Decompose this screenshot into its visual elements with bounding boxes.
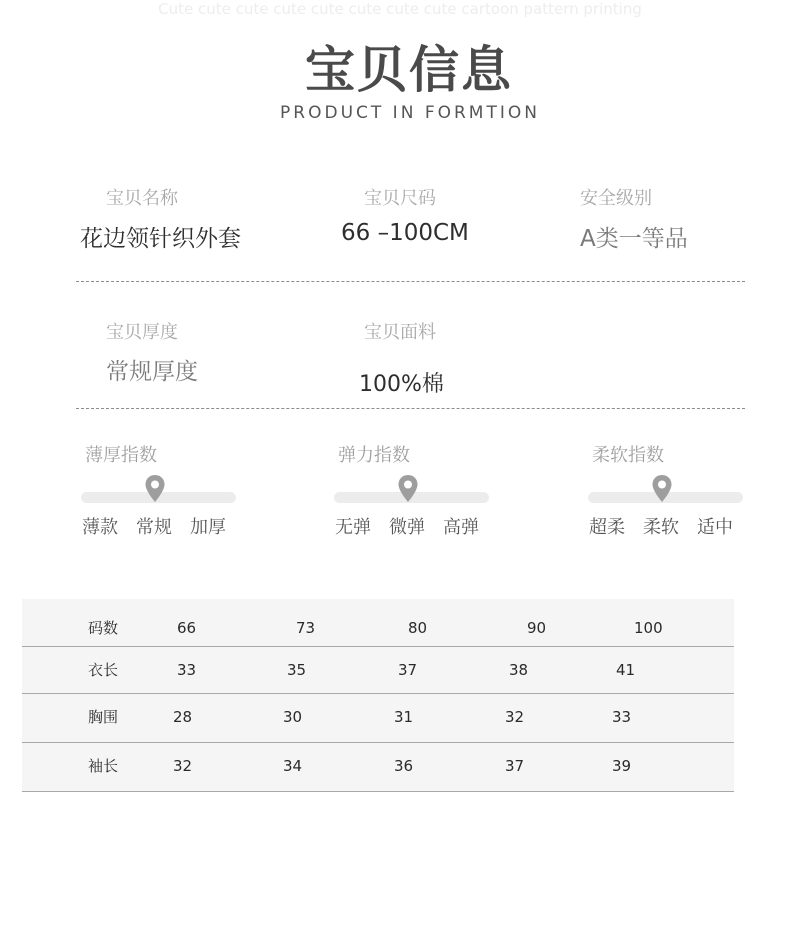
table-cell: 37	[505, 757, 525, 775]
table-row	[22, 694, 734, 743]
table-cell: 90	[527, 619, 547, 637]
table-cell: 80	[408, 619, 428, 637]
table-cell: 34	[283, 757, 303, 775]
fabric-label: 宝贝面料	[364, 322, 436, 343]
product-name-label: 宝贝名称	[106, 188, 178, 209]
table-row-label: 袖长	[88, 757, 119, 775]
index-option: 高弹	[443, 517, 479, 538]
product-name-value: 花边领针织外套	[80, 226, 241, 252]
table-cell: 35	[287, 661, 307, 679]
table-cell: 38	[509, 661, 529, 679]
location-pin-icon	[144, 474, 166, 504]
divider	[76, 281, 745, 282]
safety-level-label: 安全级别	[580, 188, 652, 209]
product-size-value: 66 –100CM	[341, 220, 469, 246]
table-cell: 33	[177, 661, 197, 679]
table-row-label: 胸围	[88, 708, 119, 726]
index-option: 常规	[136, 517, 172, 538]
table-cell: 66	[177, 619, 197, 637]
size-table	[22, 599, 734, 792]
thickness-label: 宝贝厚度	[106, 322, 178, 343]
index-option: 无弹	[335, 517, 371, 538]
table-row-label: 码数	[88, 619, 119, 637]
table-cell: 73	[296, 619, 316, 637]
table-header-row	[22, 599, 734, 647]
location-pin-icon	[397, 474, 419, 504]
table-cell: 36	[394, 757, 414, 775]
table-cell: 31	[394, 708, 414, 726]
index-label: 柔软指数	[592, 445, 664, 466]
thickness-value: 常规厚度	[106, 359, 198, 385]
index-label: 薄厚指数	[85, 445, 157, 466]
product-size-label: 宝贝尺码	[364, 188, 436, 209]
table-row	[22, 743, 734, 792]
index-option: 超柔	[589, 517, 625, 538]
table-cell: 28	[173, 708, 193, 726]
table-row-label: 衣长	[88, 661, 119, 679]
table-cell: 37	[398, 661, 418, 679]
divider	[76, 408, 745, 409]
page-title: 宝贝信息	[305, 41, 513, 99]
table-cell: 100	[634, 619, 663, 637]
table-cell: 41	[616, 661, 636, 679]
watermark-text: Cute cute cute cute cute cute cute cute cartoon pattern printing	[158, 0, 642, 18]
table-cell: 32	[173, 757, 193, 775]
table-cell: 33	[612, 708, 632, 726]
table-row	[22, 647, 734, 694]
index-option: 薄款	[82, 517, 118, 538]
table-cell: 30	[283, 708, 303, 726]
index-option: 适中	[697, 517, 733, 538]
safety-level-value: A类一等品	[580, 226, 688, 252]
location-pin-icon	[651, 474, 673, 504]
table-cell: 39	[612, 757, 632, 775]
index-option: 微弹	[389, 517, 425, 538]
fabric-value: 100%棉	[359, 372, 444, 397]
page-subtitle: PRODUCT IN FORMTION	[280, 103, 540, 123]
index-option: 加厚	[190, 517, 226, 538]
index-option: 柔软	[643, 517, 679, 538]
index-label: 弹力指数	[338, 445, 410, 466]
table-cell: 32	[505, 708, 525, 726]
